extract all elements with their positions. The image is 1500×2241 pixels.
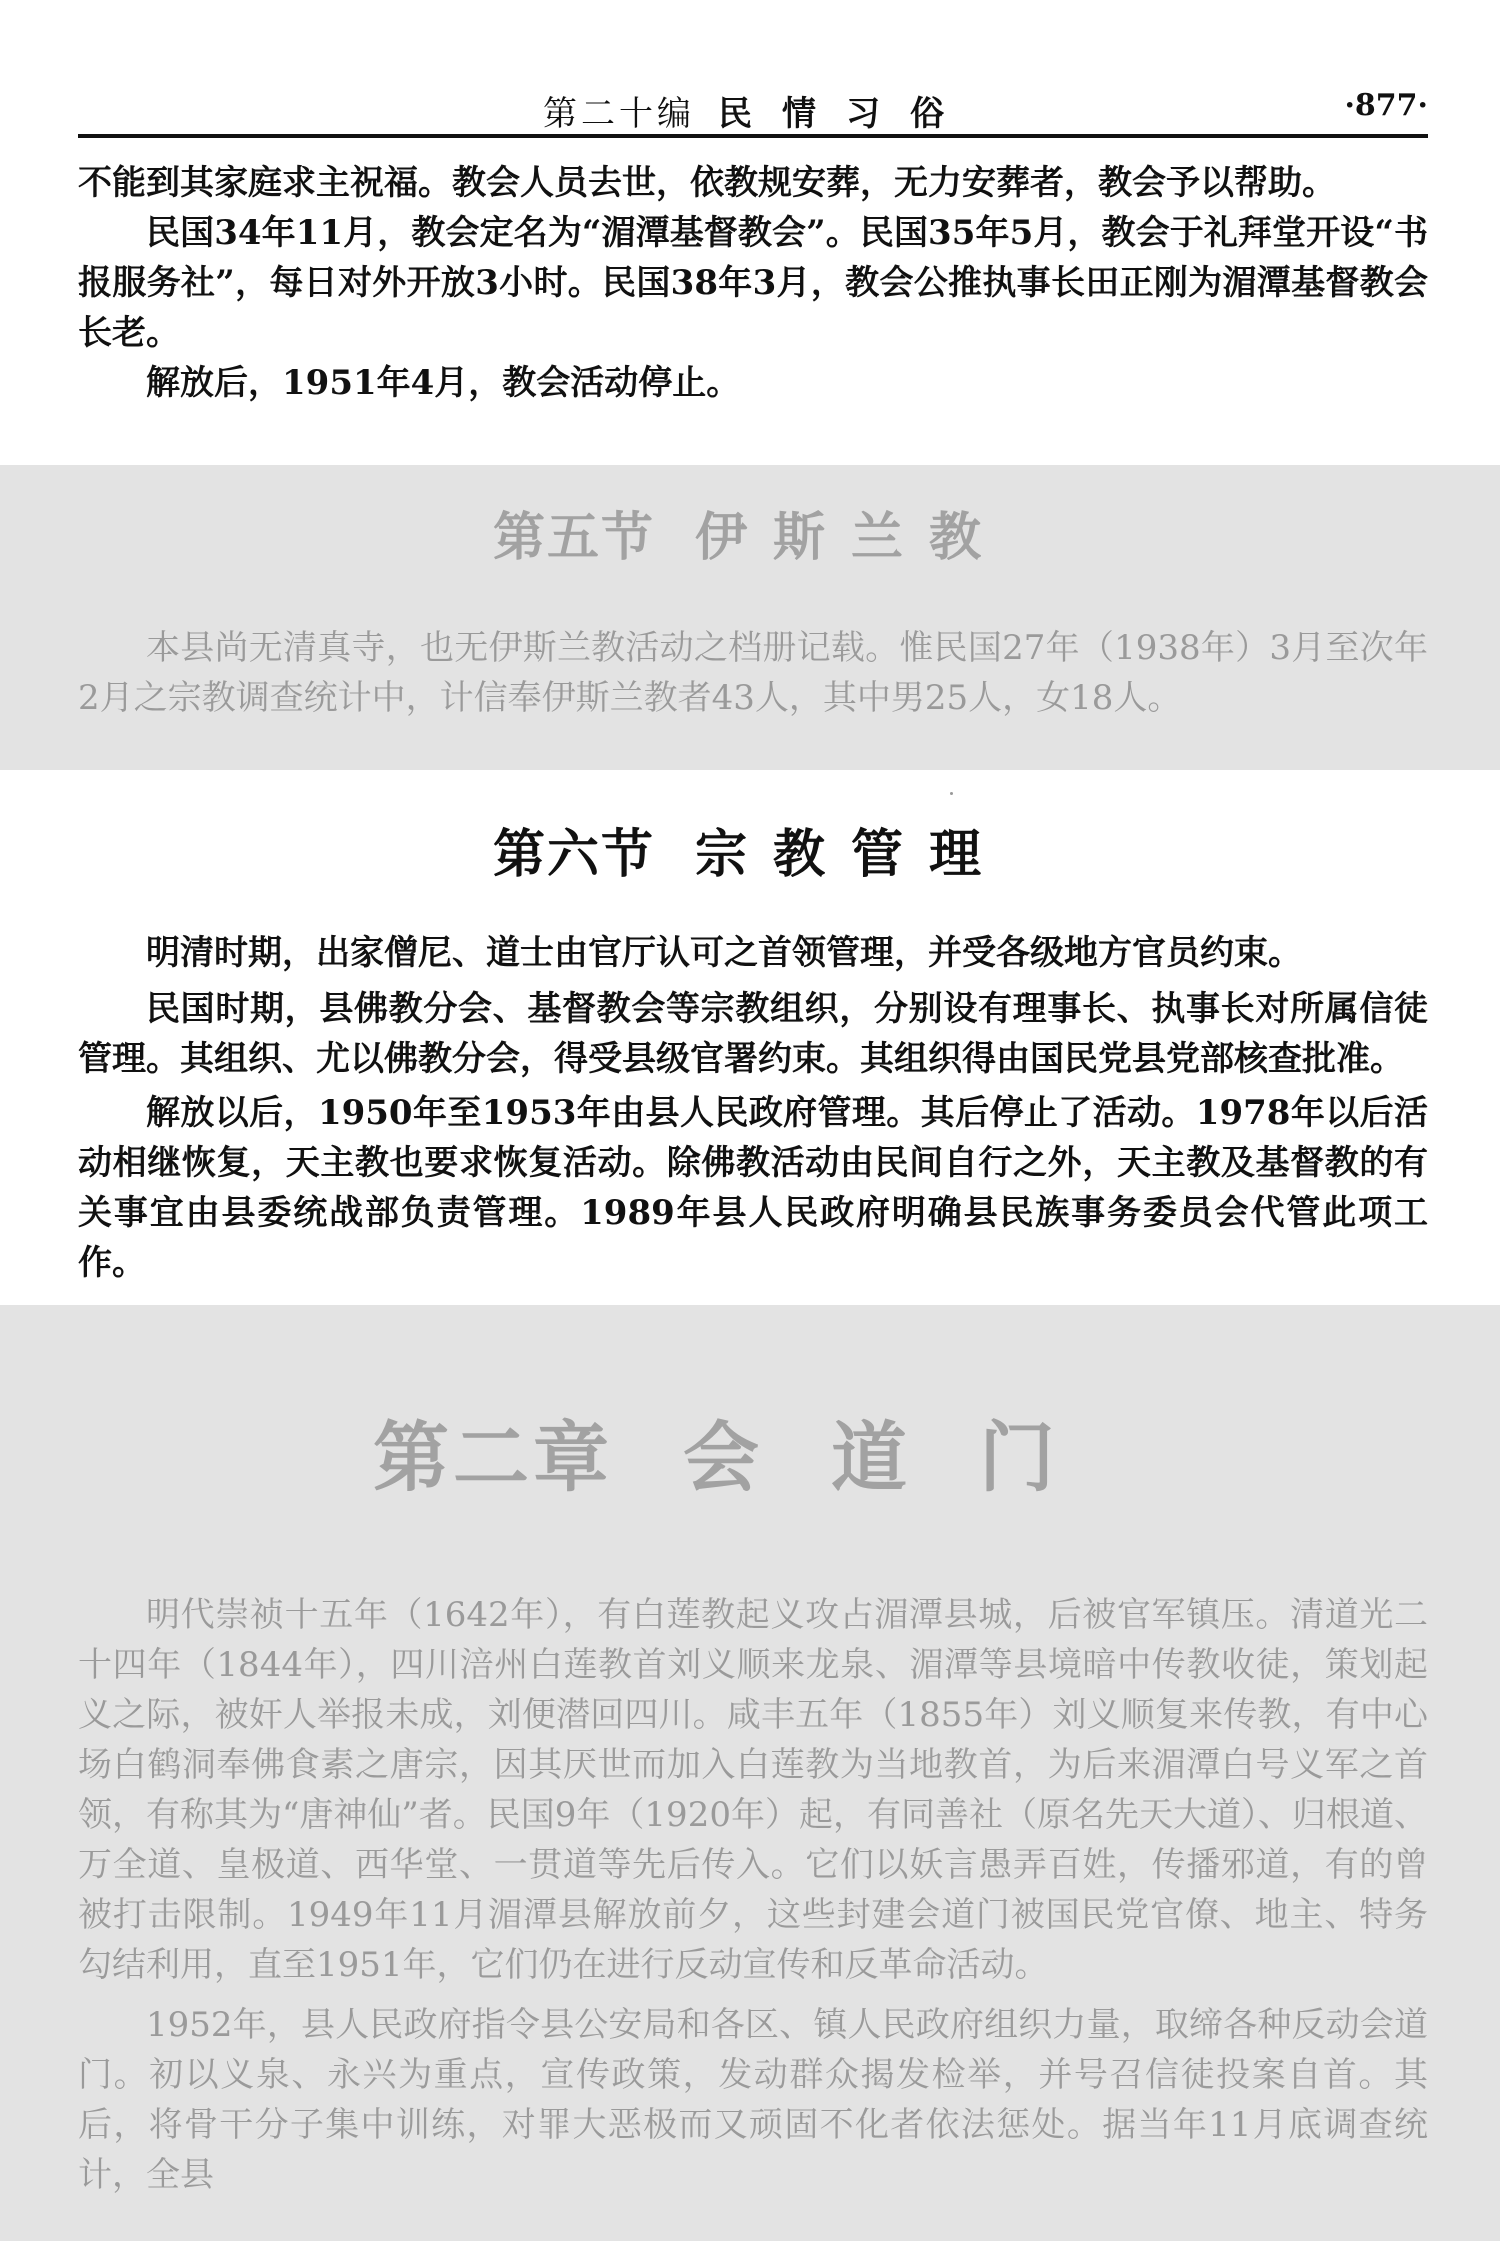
header-topic: 民情习俗 — [718, 94, 974, 134]
body-paragraph: 解放后，1951年4月，教会活动停止。 — [146, 363, 741, 403]
section-name: 伊斯兰教 — [695, 507, 1008, 568]
body-paragraph: 1952年，县人民政府指令县公安局和各区、镇人民政府组织力量，取缔各种反动会道门。初以义泉、永兴为重点，宣传政策，发动群众揭发检举，并号召信徒投案自首。其后，将骨干分子集中训练，对罪大恶极而又顽固不化者依法惩处。据当年11月底调查统计，全县 — [78, 2005, 1428, 2195]
chapter-number: 第二章 — [373, 1413, 613, 1502]
section-name: 宗教管理 — [695, 824, 1008, 885]
body-paragraph: 明清时期，出家僧尼、道士由官厅认可之首领管理，并受各级地方官员约束。 — [146, 933, 1302, 973]
body-paragraph: 民国时期，县佛教分会、基督教会等宗教组织，分别设有理事长、执事长对所属信徒管理。其组织、尤以佛教分会，得受县级官署约束。其组织得由国民党县党部核查批准。 — [78, 989, 1428, 1079]
print-speck — [950, 792, 953, 795]
section-number: 第五节 — [492, 507, 655, 568]
section-number: 第六节 — [492, 824, 655, 885]
faded-chapter-band — [0, 1305, 1500, 2241]
body-paragraph: 本县尚无清真寺，也无伊斯兰教活动之档册记载。惟民国27年（1938年）3月至次年2月之宗教调查统计中，计信奉伊斯兰教者43人，其中男25人，女18人。 — [78, 628, 1428, 718]
chapter-name: 会道门 — [683, 1413, 1127, 1502]
body-paragraph: 明代崇祯十五年（1642年），有白莲教起义攻占湄潭县城，后被官军镇压。清道光二十四年（1844年），四川涪州白莲教首刘义顺来龙泉、湄潭等县境暗中传教收徒，策划起义之际，被奸人举报未成，刘便潜回四川。咸丰五年（1855年）刘义顺复来传教，有中心场白鹤洞奉佛食素之唐宗，因其厌世而加入白莲教为当地教首，为后来湄潭白号义军之首领，有称其为“唐神仙”者。民国9年（1920年）起，有同善社（原名先天大道）、归根道、万全道、皇极道、西华堂、一贯道等先后传入。它们以妖言愚弄百姓，传播邪道，有的曾被打击限制。1949年11月湄潭县解放前夕，这些封建会道门被国民党官僚、地主、特务勾结利用，直至1951年，它们仍在进行反动宣传和反革命活动。 — [78, 1595, 1428, 1985]
faded-section-band — [0, 465, 1500, 770]
body-paragraph: 民国34年11月，教会定名为“湄潭基督教会”。民国35年5月，教会于礼拜堂开设“书报服务社”，每日对外开放3小时。民国38年3月，教会公推执事长田正刚为湄潭基督教会长老。 — [78, 213, 1428, 353]
section-heading — [0, 812, 1500, 887]
page-number: ·877· — [1344, 88, 1428, 123]
body-paragraph: 不能到其家庭求主祝福。教会人员去世，依教规安葬，无力安葬者，教会予以帮助。 — [78, 163, 1336, 203]
chapter-heading — [0, 1397, 1500, 1506]
body-paragraph: 解放以后，1950年至1953年由县人民政府管理。其后停止了活动。1978年以后活动相继恢复，天主教也要求恢复活动。除佛教活动由民间自行之外，天主教及基督教的有关事宜由县委统战部负责管理。1989年县人民政府明确县民族事务委员会代管此项工作。 — [78, 1093, 1428, 1283]
header-chapter: 第二十编 — [543, 94, 695, 134]
running-header — [78, 80, 1428, 134]
section-heading — [0, 495, 1500, 570]
header-rule — [78, 134, 1428, 138]
